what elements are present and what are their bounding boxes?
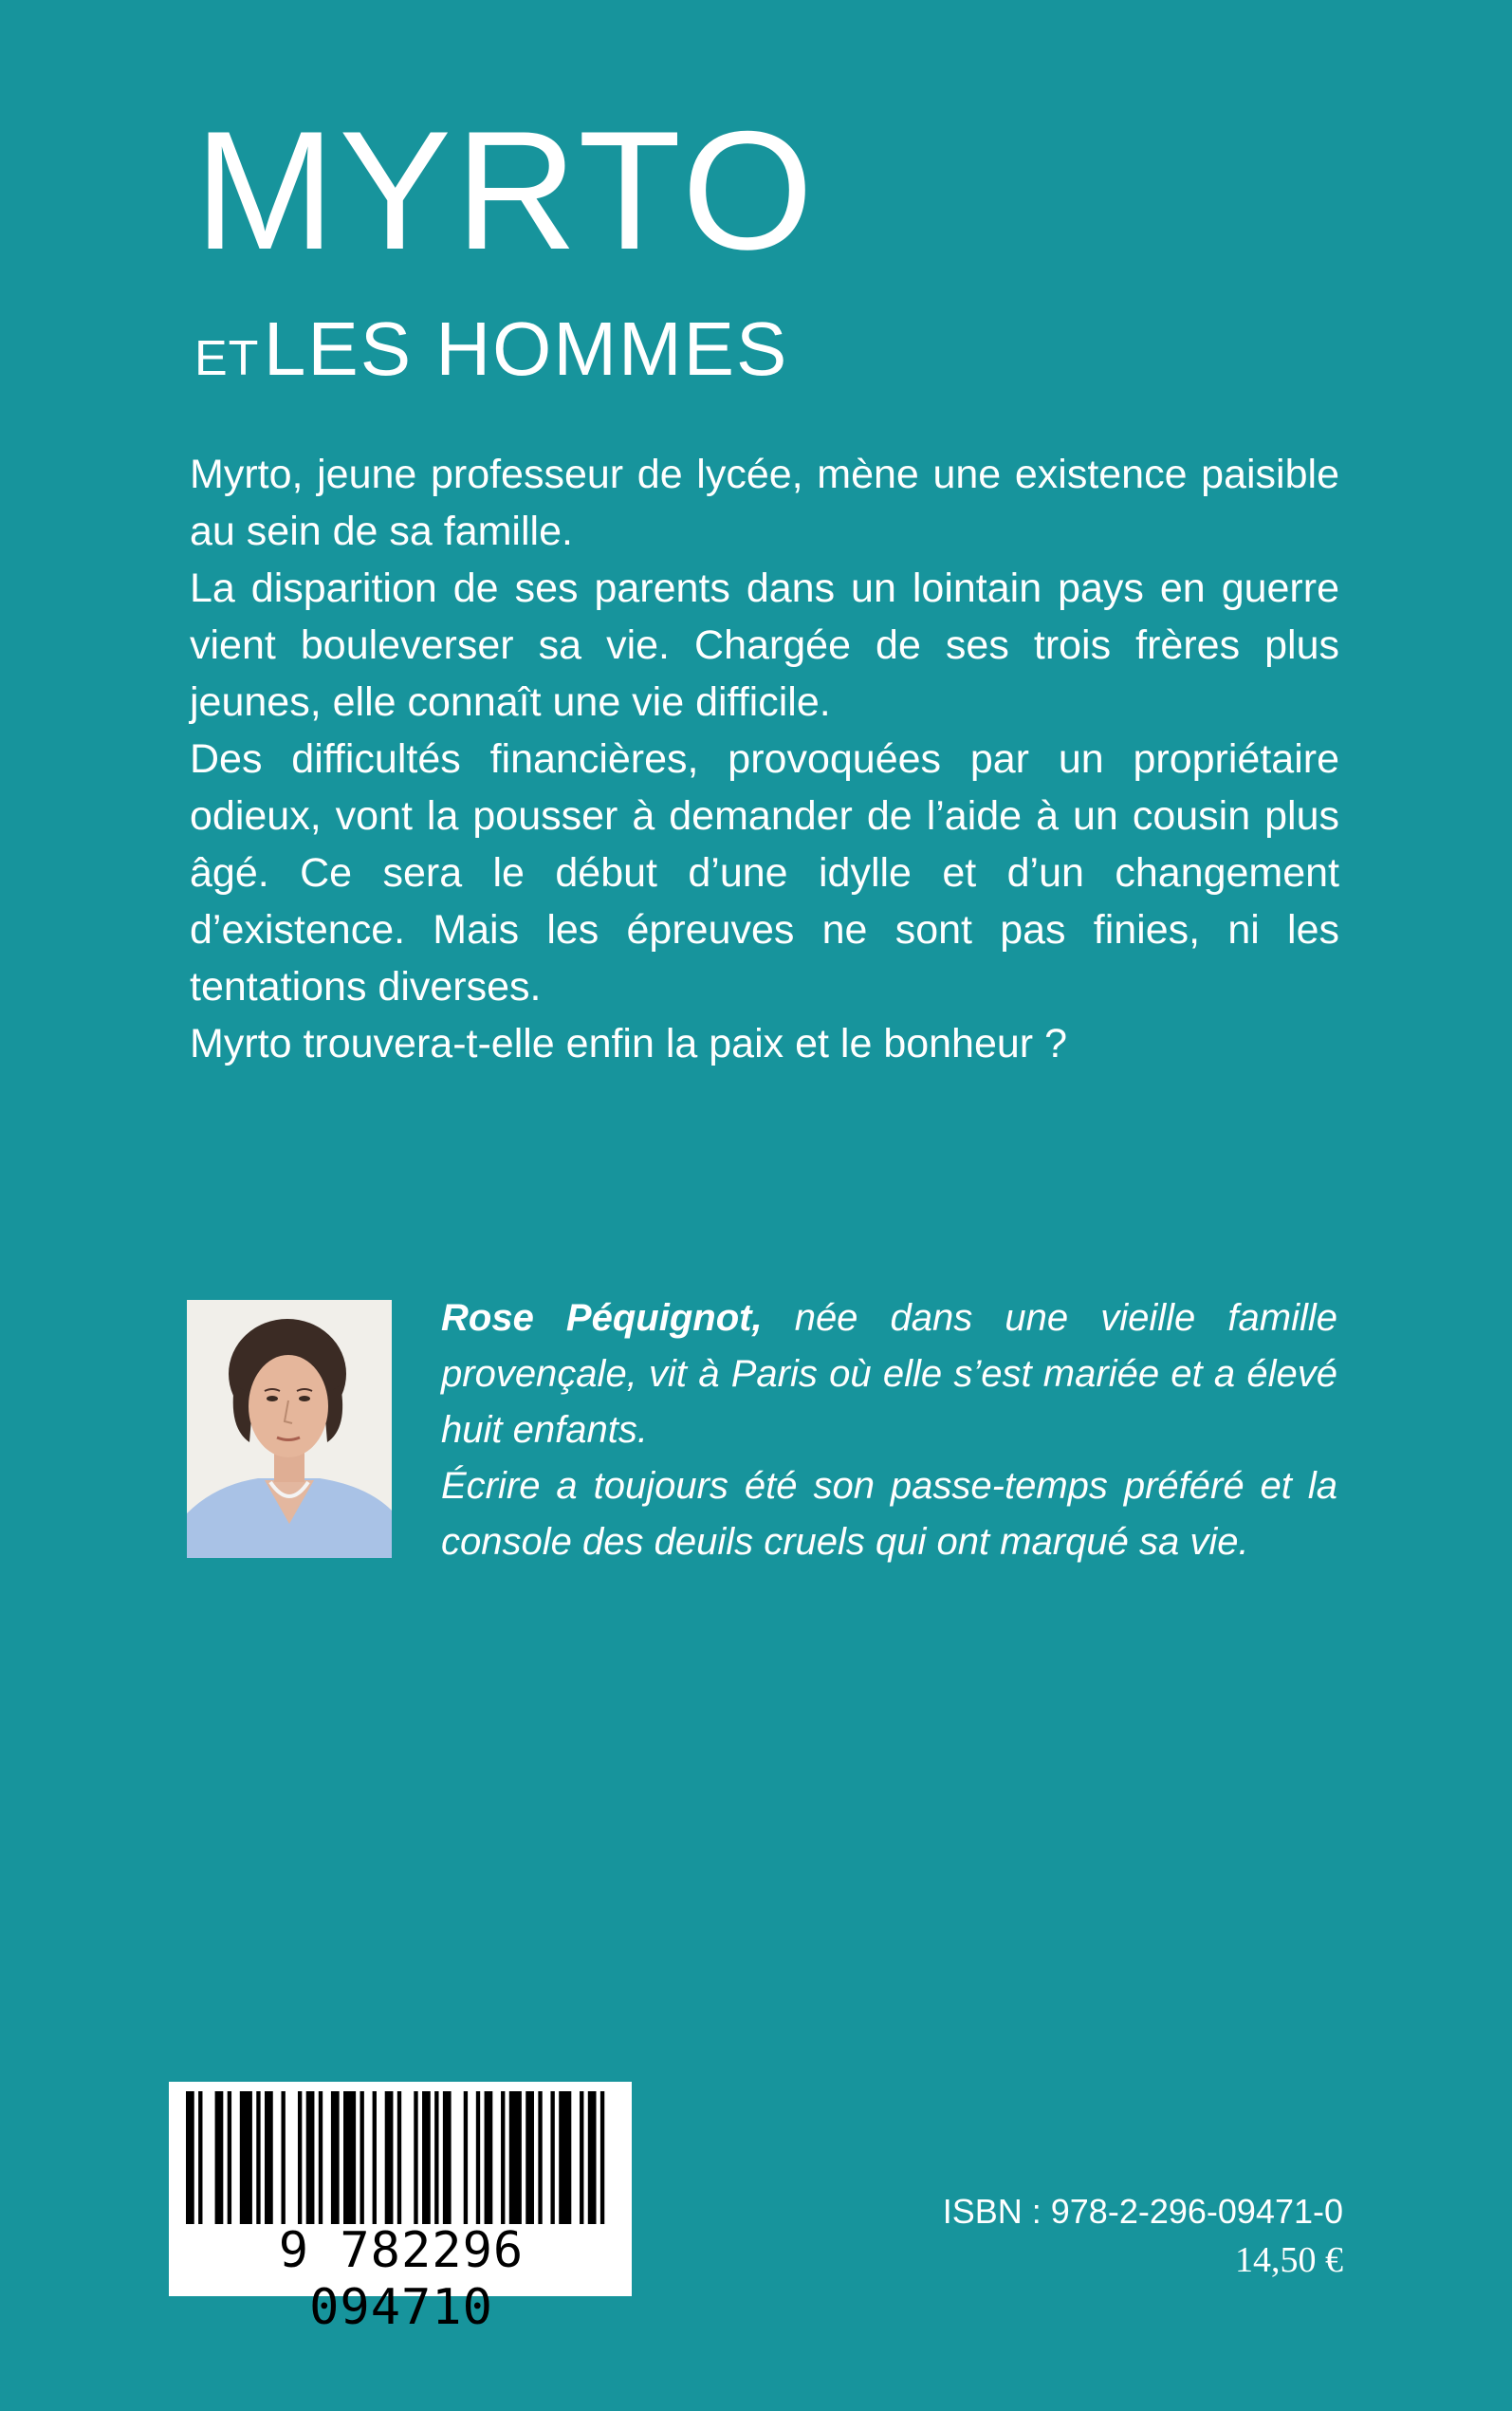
barcode-bar	[298, 2091, 302, 2224]
barcode-bar	[588, 2091, 597, 2224]
barcode-bar	[373, 2091, 377, 2224]
synopsis	[190, 446, 1339, 1072]
barcode-bar	[186, 2091, 194, 2224]
barcode-bar	[559, 2091, 571, 2224]
barcode-bar	[215, 2091, 224, 2224]
subtitle-hommes: LES HOMMES	[263, 306, 789, 391]
barcode-bar	[414, 2091, 417, 2224]
barcode-bar	[397, 2091, 401, 2224]
synopsis-paragraph: Myrto trouvera-t-elle enfin la paix et le bonheur ?	[190, 1021, 1067, 1066]
author-bio	[441, 1290, 1337, 1570]
author-name: Rose Péquignot,	[441, 1297, 763, 1339]
book-title: MYRTO	[194, 96, 818, 285]
author-bio-paragraph: Écrire a toujours été son passe-temps préféré et la console des deuils cruels qui ont marqué sa vie.	[441, 1465, 1337, 1563]
subtitle-et: ET	[194, 331, 260, 386]
barcode-bar	[509, 2091, 522, 2224]
barcode-bar	[434, 2091, 438, 2224]
barcode-bar	[265, 2091, 273, 2224]
barcode-bar	[256, 2091, 260, 2224]
synopsis-paragraph: Des difficultés financières, provoquées par un propriétaire odieux, vont la pousser à demander de l’aide à un cousin plus âgé. Ce sera le début d’une idylle et d’un changement d’existence. Mais les épreuves ne sont pas finies, ni les tentations diverses.	[190, 736, 1339, 1010]
barcode-bar	[485, 2091, 493, 2224]
barcode-bar	[331, 2091, 340, 2224]
barcode-bar	[198, 2091, 202, 2224]
author-bio-text: née dans une vieille famille provençale, vit à Paris où elle s’est mariée et a élevé huit enfants.	[441, 1297, 1337, 1451]
barcode-bar	[580, 2091, 583, 2224]
barcode-bar	[343, 2091, 356, 2224]
barcode-bar	[443, 2091, 452, 2224]
barcode-bar	[538, 2091, 542, 2224]
title-block	[194, 96, 818, 393]
author-bio-paragraph	[441, 1290, 1337, 1458]
barcode-bar	[526, 2091, 534, 2224]
barcode-bars	[186, 2091, 613, 2224]
barcode-bar	[600, 2091, 604, 2224]
barcode-bar	[360, 2091, 363, 2224]
barcode-bar	[476, 2091, 480, 2224]
barcode-bar	[464, 2091, 468, 2224]
synopsis-paragraph: Myrto, jeune professeur de lycée, mène une existence paisible au sein de sa famille.	[190, 452, 1339, 554]
synopsis-paragraph: La disparition de ses parents dans un lointain pays en guerre vient bouleverser sa vie. Chargée de ses trois frères plus jeunes, elle connaît une vie difficile.	[190, 566, 1339, 725]
barcode-bar	[281, 2091, 285, 2224]
barcode-bar	[550, 2091, 554, 2224]
book-subtitle	[194, 306, 817, 393]
barcode-bar	[240, 2091, 252, 2224]
barcode-bar	[319, 2091, 323, 2224]
barcode	[169, 2082, 632, 2336]
author-photo	[187, 1300, 392, 1558]
barcode-bar	[422, 2091, 431, 2224]
price: 14,50 €	[1235, 2240, 1343, 2280]
barcode-bar	[306, 2091, 315, 2224]
barcode-number: 9 782296 094710	[278, 2222, 525, 2336]
isbn: ISBN : 978-2-296-09471-0	[942, 2192, 1343, 2231]
barcode-bar	[385, 2091, 394, 2224]
barcode-bar	[501, 2091, 505, 2224]
barcode-bar	[228, 2091, 231, 2224]
